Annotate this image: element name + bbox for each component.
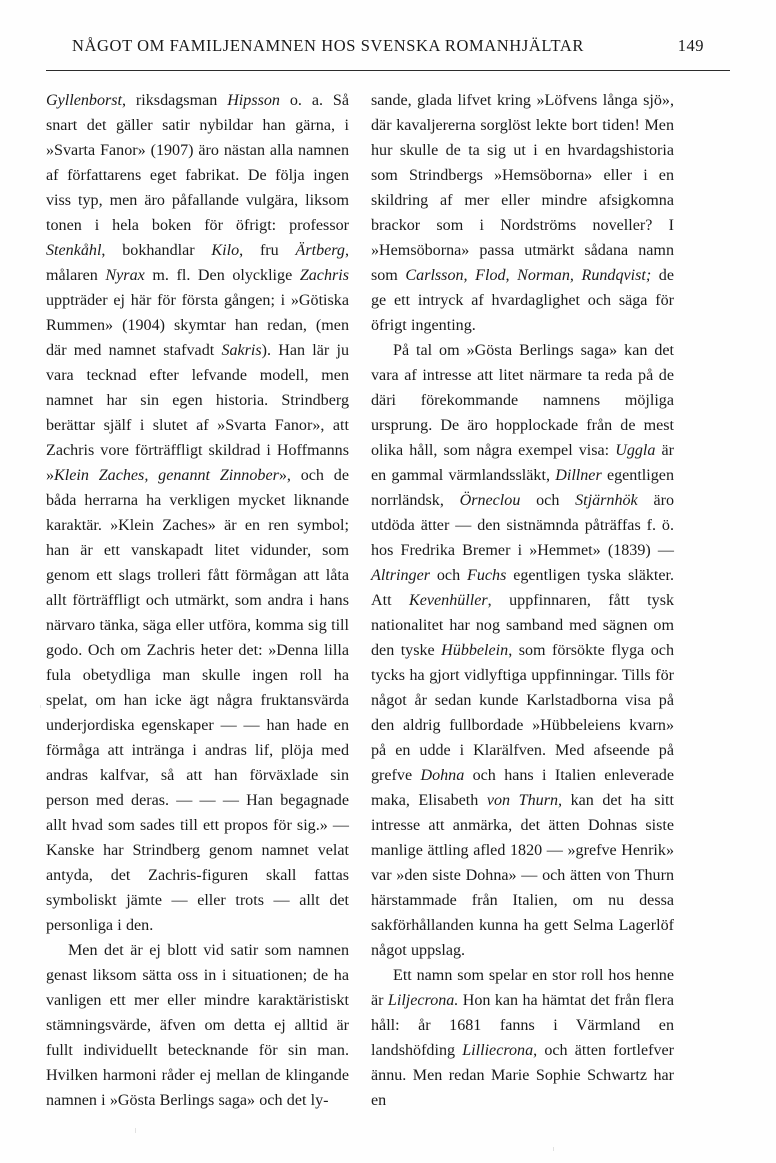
italic-name: Kevenhüller [409,592,488,609]
italic-name: Hübbelein [441,642,509,659]
paragraph: På tal om »Gösta Berlings saga» kan det vara af intresse att litet närmare ta reda på de däri förekommande namnens möjliga ursprung. De äro hopplockade från de mest olika håll, som några exempel visa: Uggla är en gammal värmlandssläkt, Dillner egentligen norrländsk, Örneclou och Stjärnhök äro utdöda ätter — den sistnämnda påträffas f. ö. hos Fredrika Bremer i »Hemmet» (1839) — Altringer och Fuchs egentligen tyska släkter. Att Kevenhüller, uppfinnaren, fått tysk nationalitet har nog samband med sägnen om den tyske Hübbelein, som försökte flyga och tycks ha gjort vidlyftiga uppfinningar. Tills för något år sedan kunde Karlstadborna visa på den aldrig fullbordade »Hübbeleiens kvarn» på en udde i Klarälfven. Med afseende på grefve Dohna och hans i Italien enleverade maka, Elisabeth von Thurn, kan det ha sitt intresse att anmärka, det ätten Dohnas siste manlige ättling afled 1820 — »grefve Henrik» var »den siste Dohna» — och ätten von Thurn härstammade från Italien, om nu dessa sakförhållanden kunna ha gett Selma Lagerlöf något uppslag. [371,342,675,959]
scan-speckle [40,705,41,708]
italic-name: Hipsson [227,92,280,109]
text-column-left [46,88,349,1113]
scan-speckle [553,1147,554,1151]
paragraph: Men det är ej blott vid satir som namnen genast liksom sätta oss in i situationen; de ha vanligen ett mer eller mindre karaktäristiskt stämningsvärde, äfven om detta ej alltid är fullt individuellt betecknande för sin man. Hvilken harmoni råder ej mellan de klingande namnen i »Gösta Berlings saga» och det ly- [46,942,349,1109]
italic-name: Zachris [299,267,349,284]
italic-name: Altringer [371,567,431,584]
scan-speckle [135,1128,136,1133]
italic-name: Nyrax [105,267,145,284]
italic-name: Ärtberg [295,242,345,259]
italic-name: von Thurn, [486,792,563,809]
text-column-right [371,88,674,1113]
italic-name: Lilliecrona [462,1042,534,1059]
italic-name: Klein Zaches, genannt Zinnober [54,467,279,484]
paragraph: Gyllenborst, riksdagsman Hipsson o. a. Så snart det gäller satir nybildar han gärna, i »Svarta Fanor» (1907) äro nästan alla namnen af författarens eget fabrikat. De följa ingen viss typ, men äro påfallande vulgära, liksom tonen i hela boken för öfrigt: professor Stenkåhl, bokhandlar Kilo, fru Ärtberg, målaren Nyrax m. fl. Den olycklige Zachris uppträder ej här för första gången; i »Götiska Rummen» (1904) skymtar han redan, (men där med namnet stafvadt Sakris). Han lär ju vara tecknad efter lefvande modell, men namnet har sin egen historia. Strindberg berättar själf i slutet af »Svarta Fanor», att Zachris vore förträffligt skildrad i Hoffmanns »Klein Zaches, genannt Zinnober», och de båda herrarna ha verkligen mycket liknande karaktär. »Klein Zaches» är en ren symbol; han är ett vanskapadt litet vidunder, som genom ett slags trolleri fått förmågan att låta allt förträffligt och utmärkt, som andra i hans närvaro tänka, säga eller utföra, komma sig till godo. Och om Zachris heter det: »Denna lilla fula obetydliga man skulle ingen roll ha spelat, om han icke ägt några fruktansvärda underjordiska egenskaper — — han hade en förmåga att intränga i andras lif, plöja med andras kalfvar, så att han förväxlade sin person med deras. — — — Han begagnade allt hvad som sades till ett propos för sig.» — Kanske har Strindberg genom namnet velat antyda, det Zachris-figuren skall fattas symboliskt jämte — eller trots — allt det personliga i den. [46,92,350,934]
running-header [72,36,704,56]
paragraph: sande, glada lifvet kring »Löfvens långa sjö», där kavaljererna sorglöst lekte bort tiden! Men hur skulle de ta sig ut i en hvardagshistoria som Strindbergs »Hemsöborna» eller i en skildring af mer eller mindre afsigkomna brackor som i Nordströms noveller? I »Hemsöborna» passa utmärkt sådana namn som Carlsson, Flod, Norman, Rundqvist; de ge ett intryck af hvardaglighet och säga för öfrigt ingenting. [371,92,674,334]
page-title: NÅGOT OM FAMILJENAMNEN HOS SVENSKA ROMANHJÄLTAR [72,36,584,55]
italic-name: Liljecrona. [387,992,459,1009]
italic-name: Gyllenborst [46,92,122,109]
italic-name: Sakris [221,342,262,359]
two-column-body [46,88,730,1113]
italic-name: Stenkåhl [46,242,102,259]
paragraph: Ett namn som spelar en stor roll hos henne är Liljecrona. Hon kan ha hämtat det från flera håll: år 1681 fanns i Värmland en landshöfding Lilliecrona, och ätten fortlefver ännu. Men redan Marie Sophie Schwartz har en [371,967,674,1109]
italic-name: Örneclou [459,492,521,509]
italic-name: Dohna [420,767,465,784]
italic-name: Fuchs [467,567,507,584]
page-number: 149 [677,36,704,55]
italic-name: Dillner [555,467,602,484]
italic-name: Kilo [211,242,240,259]
italic-name: Uggla [615,442,656,459]
header-divider [46,70,730,71]
italic-name: Carlsson, Flod, Norman, Rundqvist; [405,267,652,284]
italic-name: Stjärnhök [575,492,638,509]
